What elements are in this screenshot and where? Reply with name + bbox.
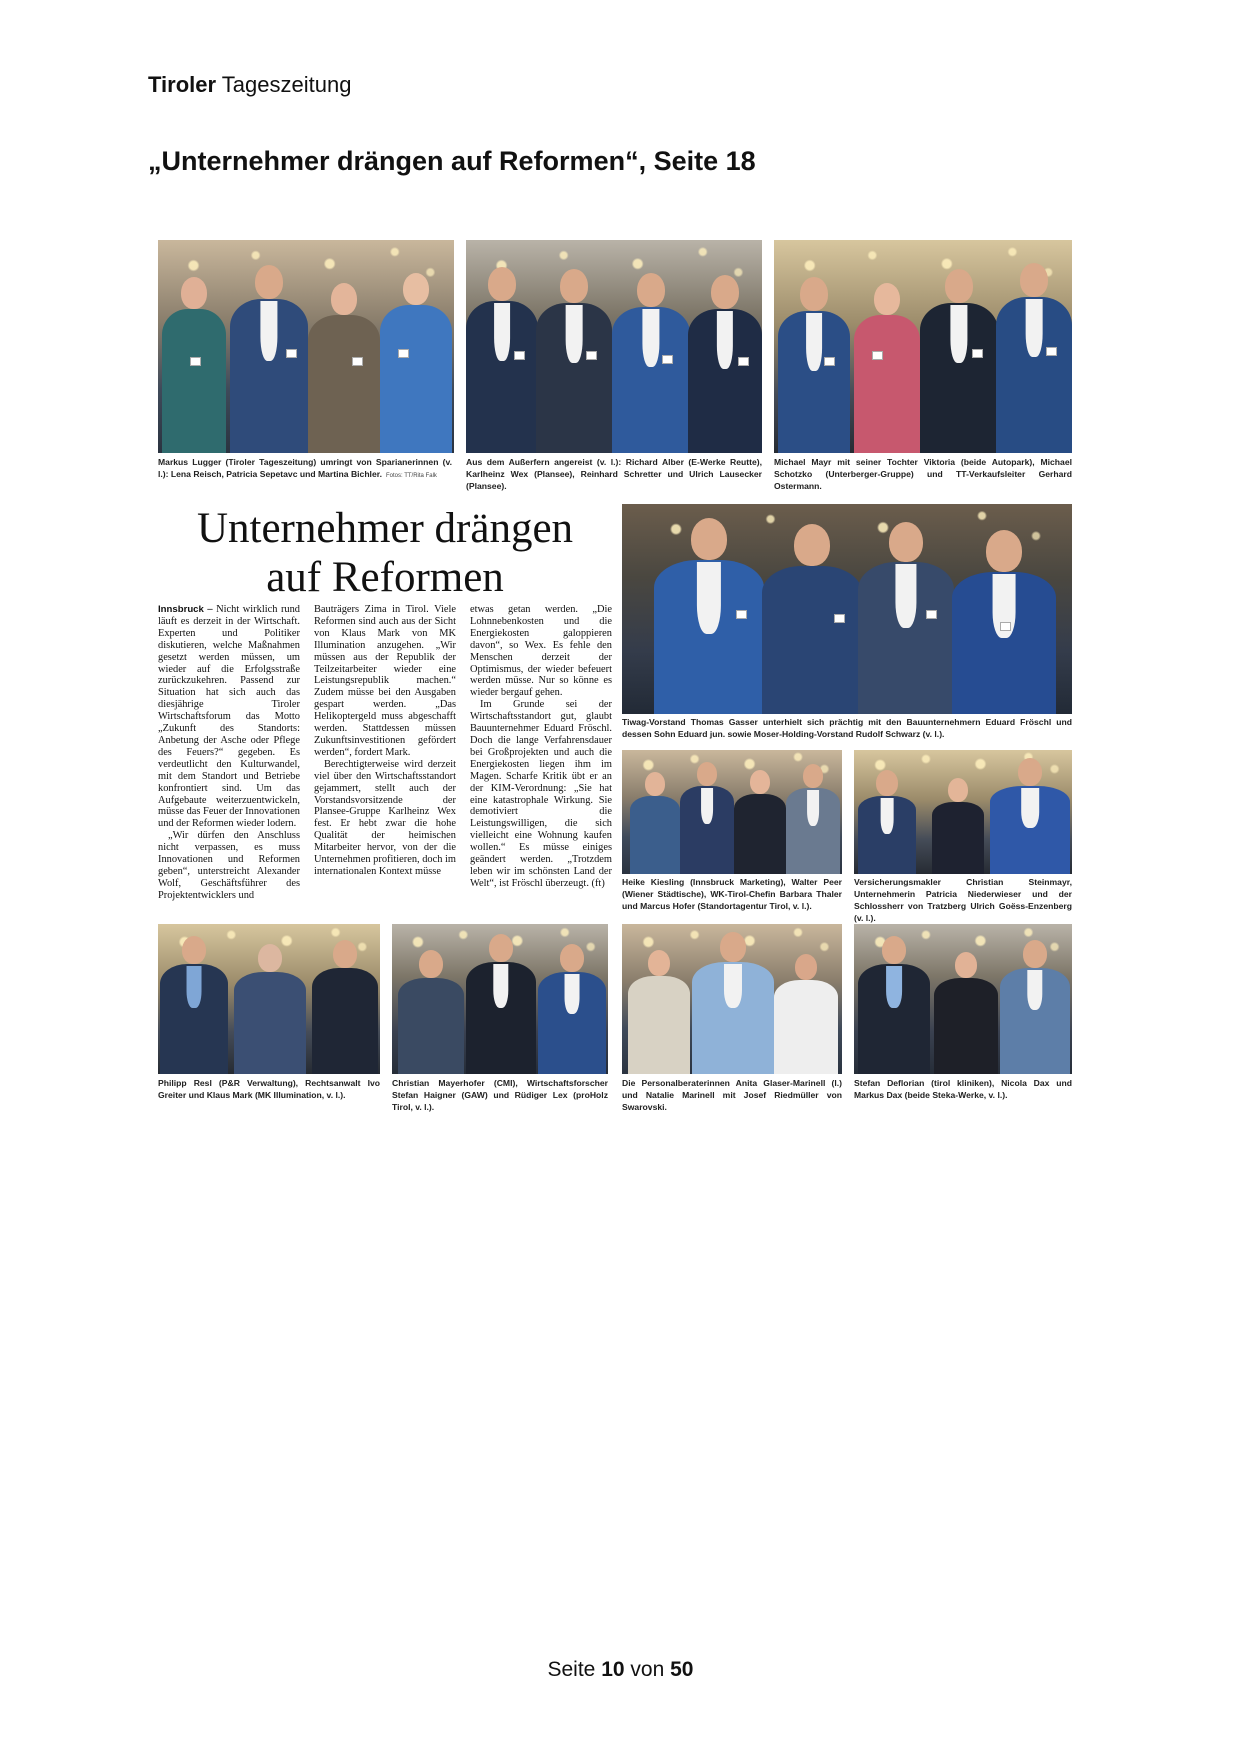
article-paragraph: Nicht wirklich rund läuft es derzeit in der Wirtschaft. Experten und Politiker diskutieren, welche Maßnahmen gesetzt werden müssen, um wieder auf die Erfolgsstraße zurückzukehren. Passend zur Situation hat sich auch das diesjährige Tiroler Wirtschaftsforum das Motto „Zukunft des Standorts: Anbetung der Asche oder Pflege des Feuers?“ gegeben. Es verdeutlicht den Kulturwandel, mit dem Standort und Betriebe konfrontiert sind. Um das Aufgebaute weiterzuentwickeln, müsse das Feuer der Innovationen und der Reformen wieder lodern. — [158, 604, 300, 830]
photo-bot-1 — [158, 924, 380, 1074]
article-column-1 — [158, 604, 300, 902]
photo-bot-3 — [622, 924, 842, 1074]
article-column-3 — [470, 604, 612, 890]
person — [774, 954, 838, 1074]
person — [934, 952, 998, 1074]
person — [308, 283, 380, 453]
person — [612, 273, 690, 453]
person — [466, 934, 536, 1074]
person — [952, 530, 1056, 714]
page-number — [0, 1658, 1241, 1682]
article-paragraph: Bauträgers Zima in Tirol. Viele Reformen sind auch aus der Sicht von Klaus Mark von MK Illumination anzugehen. „Wir müssen aus der Republik der Teilzeitarbeiter wieder eine Leistungsrepublik machen.“ Zudem müsse bei den Ausgaben gespart werden. „Das Helikoptergeld muss abgeschafft werden. Stattdessen müssen Zukunftsinvestitionen gefördert werden“, fordert Mark. — [314, 604, 456, 758]
caption-top-1 — [158, 456, 452, 482]
person — [380, 273, 452, 453]
page-number-current: 10 — [601, 1658, 625, 1681]
photo-top-2 — [466, 240, 762, 453]
caption-bot-2: Christian Mayerhofer (CMI), Wirtschaftsforscher Stefan Haigner (GAW) und Rüdiger Lex (proHolz Tirol, v. l.). — [392, 1078, 608, 1112]
caption-mid-2: Versicherungsmakler Christian Steinmayr, Unternehmerin Patricia Niederwieser und der Schlossherr von Tratzberg Ulrich Goëss-Enzenberg (v. l.). — [854, 877, 1072, 923]
person — [932, 778, 984, 874]
person — [630, 772, 680, 874]
person — [858, 936, 930, 1074]
person — [858, 770, 916, 874]
person — [1000, 940, 1070, 1074]
photo-top-1 — [158, 240, 454, 453]
photo-bot-2 — [392, 924, 608, 1074]
article-column-2 — [314, 604, 456, 878]
caption-top-2: Aus dem Außerfern angereist (v. l.): Richard Alber (E-Werke Reutte), Karlheinz Wex (Plansee), Reinhard Schretter und Ulrich Lausecker (Plansee). — [466, 457, 762, 491]
page-number-total: 50 — [670, 1658, 694, 1681]
caption-top-3: Michael Mayr mit seiner Tochter Viktoria (beide Autopark), Michael Schotzko (Unterberger-Gruppe) und TT-Verkaufsleiter Gerhard Ostermann. — [774, 457, 1072, 491]
person — [654, 518, 764, 714]
caption-mid-1: Heike Kiesling (Innsbruck Marketing), Walter Peer (Wiener Städtische), WK-Tirol-Chefin Barbara Thaler und Marcus Hofer (Standortagentur Tirol, v. l.). — [622, 877, 842, 911]
person — [160, 936, 228, 1074]
publication-name — [148, 72, 351, 98]
person — [854, 283, 920, 453]
caption-bot-4: Stefan Deflorian (tirol kliniken), Nicola Dax und Markus Dax (beide Steka-Werke, v. l.). — [854, 1078, 1072, 1100]
person — [234, 944, 306, 1074]
person — [230, 265, 308, 453]
person — [920, 269, 998, 453]
caption-bot-1: Philipp Resl (P&R Verwaltung), Rechtsanwalt Ivo Greiter und Klaus Mark (MK Illumination, v. l.). — [158, 1078, 380, 1100]
person — [538, 944, 606, 1074]
page-number-middle: von — [630, 1658, 665, 1681]
photo-main — [622, 504, 1072, 714]
article-paragraph: Berechtigterweise wird derzeit viel über den Wirtschaftsstandort gejammert, stellt auch der Vorstandsvorsitzende der Plansee-Gruppe Karlheinz Wex fest. Er hebt zwar die hohe Qualität der heimischen Mitarbeiter hervor, von der die Unternehmen profitieren, doch im internationalen Kontext müsse — [314, 758, 456, 877]
photo-mid-2 — [854, 750, 1072, 874]
person — [990, 758, 1070, 874]
caption-bot-3: Die Personalberaterinnen Anita Glaser-Marinell (l.) und Natalie Marinell mit Josef Riedmüller von Swarovski. — [622, 1078, 842, 1112]
person — [786, 764, 840, 874]
article-paragraph: „Wir dürfen den Anschluss nicht verpassen, es muss Innovationen und Reformen geben“, unterstreicht Alexander Wolf, Geschäftsführer des Projektentwicklers und — [158, 830, 300, 901]
photo-bot-4 — [854, 924, 1072, 1074]
photo-credit: Fotos: TT/Rita Falk — [386, 473, 437, 479]
person — [466, 267, 538, 453]
article-title — [158, 504, 612, 602]
page-headline: „Unternehmer drängen auf Reformen“, Seite 18 — [148, 146, 756, 176]
photo-mid-1 — [622, 750, 842, 874]
person — [536, 269, 612, 453]
caption-top-1-text: Markus Lugger (Tiroler Tageszeitung) umringt von Sparianerinnen (v. l.): Lena Reisch, Patricia Sepetavc und Martina Bichler. — [158, 457, 452, 479]
person — [778, 277, 850, 453]
person — [692, 932, 774, 1074]
article-dateline: Innsbruck — [158, 604, 204, 615]
person — [762, 524, 862, 714]
person — [858, 522, 954, 714]
photo-top-3 — [774, 240, 1072, 453]
page-number-prefix: Seite — [547, 1658, 596, 1681]
caption-main: Tiwag-Vorstand Thomas Gasser unterhielt sich prächtig mit den Bauunternehmern Eduard Fröschl und dessen Sohn Eduard jun. sowie Moser-Holding-Vorstand Rudolf Schwarz (v. l.). — [622, 717, 1072, 739]
article-paragraph: etwas getan werden. „Die Lohnnebenkosten und die Energiekosten galoppieren davon“, so Wex. Es fehle den Menschen derzeit der Optimismus, der wieder befeuert werden müsse. Nur so könne es wieder bergauf gehen. — [470, 604, 612, 699]
newspaper-clipping — [158, 240, 1072, 1112]
person — [162, 277, 226, 453]
person — [398, 950, 464, 1074]
dateline-dash: – — [207, 604, 213, 615]
article-title-line-2: auf Reformen — [266, 554, 504, 601]
person — [996, 263, 1072, 453]
article-title-line-1: Unternehmer drängen — [196, 505, 574, 552]
publication-name-bold: Tiroler — [148, 72, 217, 97]
person — [688, 275, 762, 453]
person — [628, 950, 690, 1074]
person — [312, 940, 378, 1074]
article-paragraph: Im Grunde sei der Wirtschaftsstandort gut, glaubt Bauunternehmer Eduard Fröschl. Doch die lange Verfahrensdauer bei Großprojekten und auch die Energiekosten liegen ihm im Magen. Scharfe Kritik übt er an der KIM-Verordnung: „Sie hat eine katastrophale Wirkung. Sie demotiviert die Leistungswilligen, die sich vielleicht eine Wohnung kaufen wollen.“ Es müsse einiges geändert werden. „Trotzdem leben wir im schönsten Land der Welt“, ist Fröschl überzeugt. (ft) — [470, 699, 612, 889]
person — [734, 770, 786, 874]
publication-name-rest: Tageszeitung — [221, 72, 352, 97]
person — [680, 762, 734, 874]
